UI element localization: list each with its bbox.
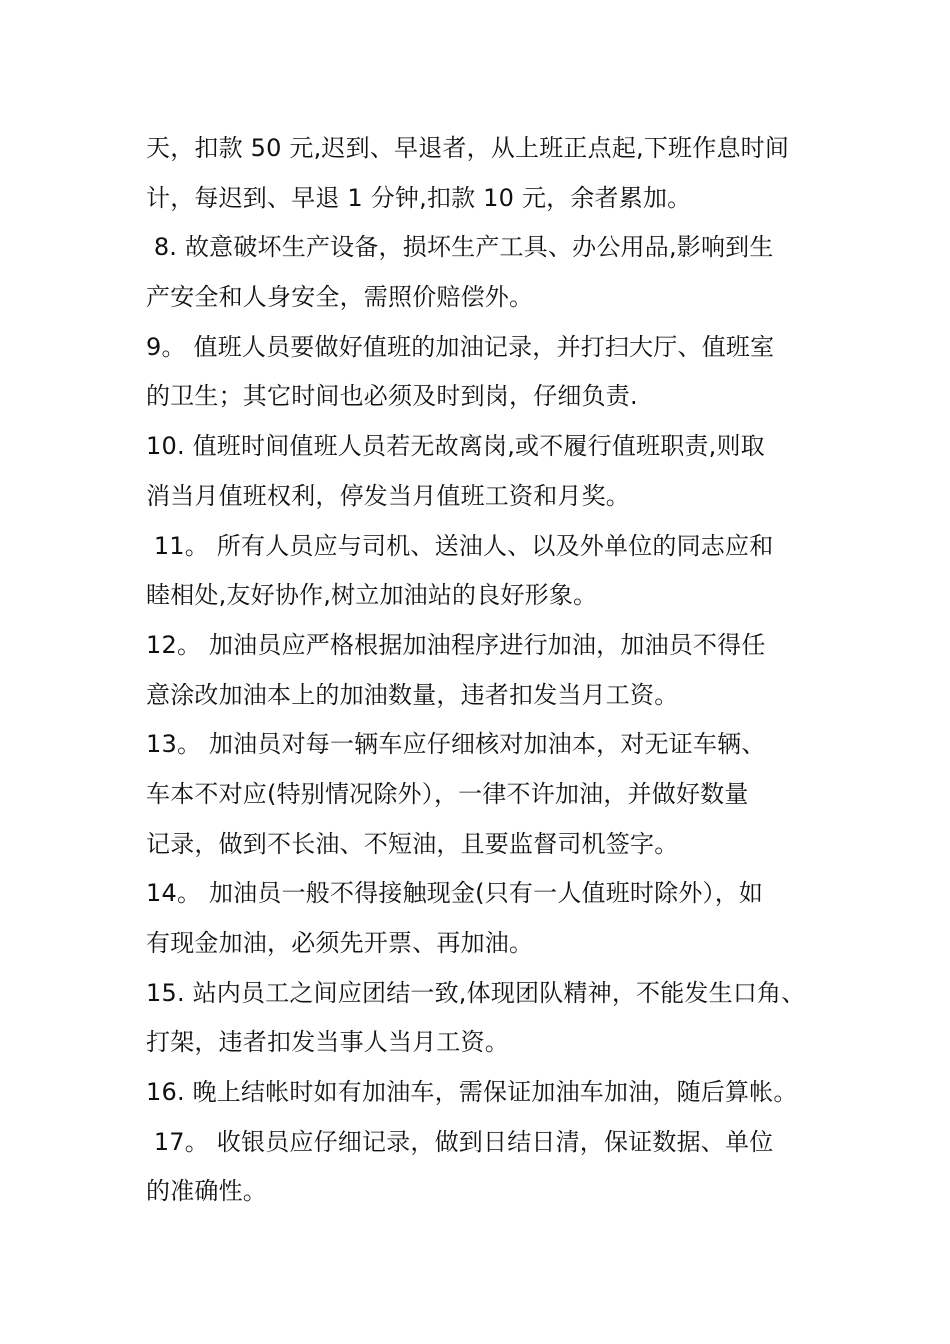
- text-line: 车本不对应(特别情况除外），一律不许加油，并做好数量: [146, 779, 749, 808]
- text-line: 的准确性。: [146, 1177, 267, 1206]
- text-line: 10. 值班时间值班人员若无故离岗,或不履行值班职责,则取: [146, 432, 765, 461]
- text-line: 产安全和人身安全，需照价赔偿外。: [146, 283, 534, 312]
- text-line: 意涂改加油本上的加油数量，违者扣发当月工资。: [146, 680, 679, 709]
- text-line: 天，扣款 50 元,迟到、早退者，从上班正点起,下班作息时间: [146, 134, 790, 162]
- text-line: 9。 值班人员要做好值班的加油记录，并打扫大厅、值班室: [146, 332, 775, 361]
- text-line: 8. 故意破坏生产设备，损坏生产工具、办公用品,影响到生: [146, 233, 774, 262]
- text-line: 15. 站内员工之间应团结一致,体现团队精神，不能发生口角、: [146, 978, 806, 1007]
- text-line: 打架，违者扣发当事人当月工资。: [146, 1028, 509, 1057]
- text-line: 消当月值班权利，停发当月值班工资和月奖。: [146, 481, 630, 510]
- document-body: [146, 124, 836, 1217]
- text-line: 的卫生；其它时间也必须及时到岗，仔细负责.: [146, 382, 638, 411]
- text-line: 睦相处,友好协作,树立加油站的良好形象。: [146, 581, 598, 610]
- text-line: 16. 晚上结帐时如有加油车，需保证加油车加油，随后算帐。: [146, 1078, 798, 1107]
- text-line: 14。 加油员一般不得接触现金(只有一人值班时除外），如: [146, 879, 764, 908]
- text-line: 13。 加油员对每一辆车应仔细核对加油本，对无证车辆、: [146, 730, 766, 759]
- text-line: 记录，做到不长油、不短油，且要监督司机签字。: [146, 829, 679, 858]
- text-line: 11。 所有人员应与司机、送油人、以及外单位的同志应和: [146, 531, 774, 560]
- text-line: 12。 加油员应严格根据加油程序进行加油，加油员不得任: [146, 630, 766, 659]
- text-line: 17。 收银员应仔细记录，做到日结日清，保证数据、单位: [146, 1127, 774, 1156]
- text-line: 有现金加油，必须先开票、再加油。: [146, 929, 534, 957]
- text-line: 计，每迟到、早退 1 分钟,扣款 10 元，余者累加。: [146, 183, 692, 212]
